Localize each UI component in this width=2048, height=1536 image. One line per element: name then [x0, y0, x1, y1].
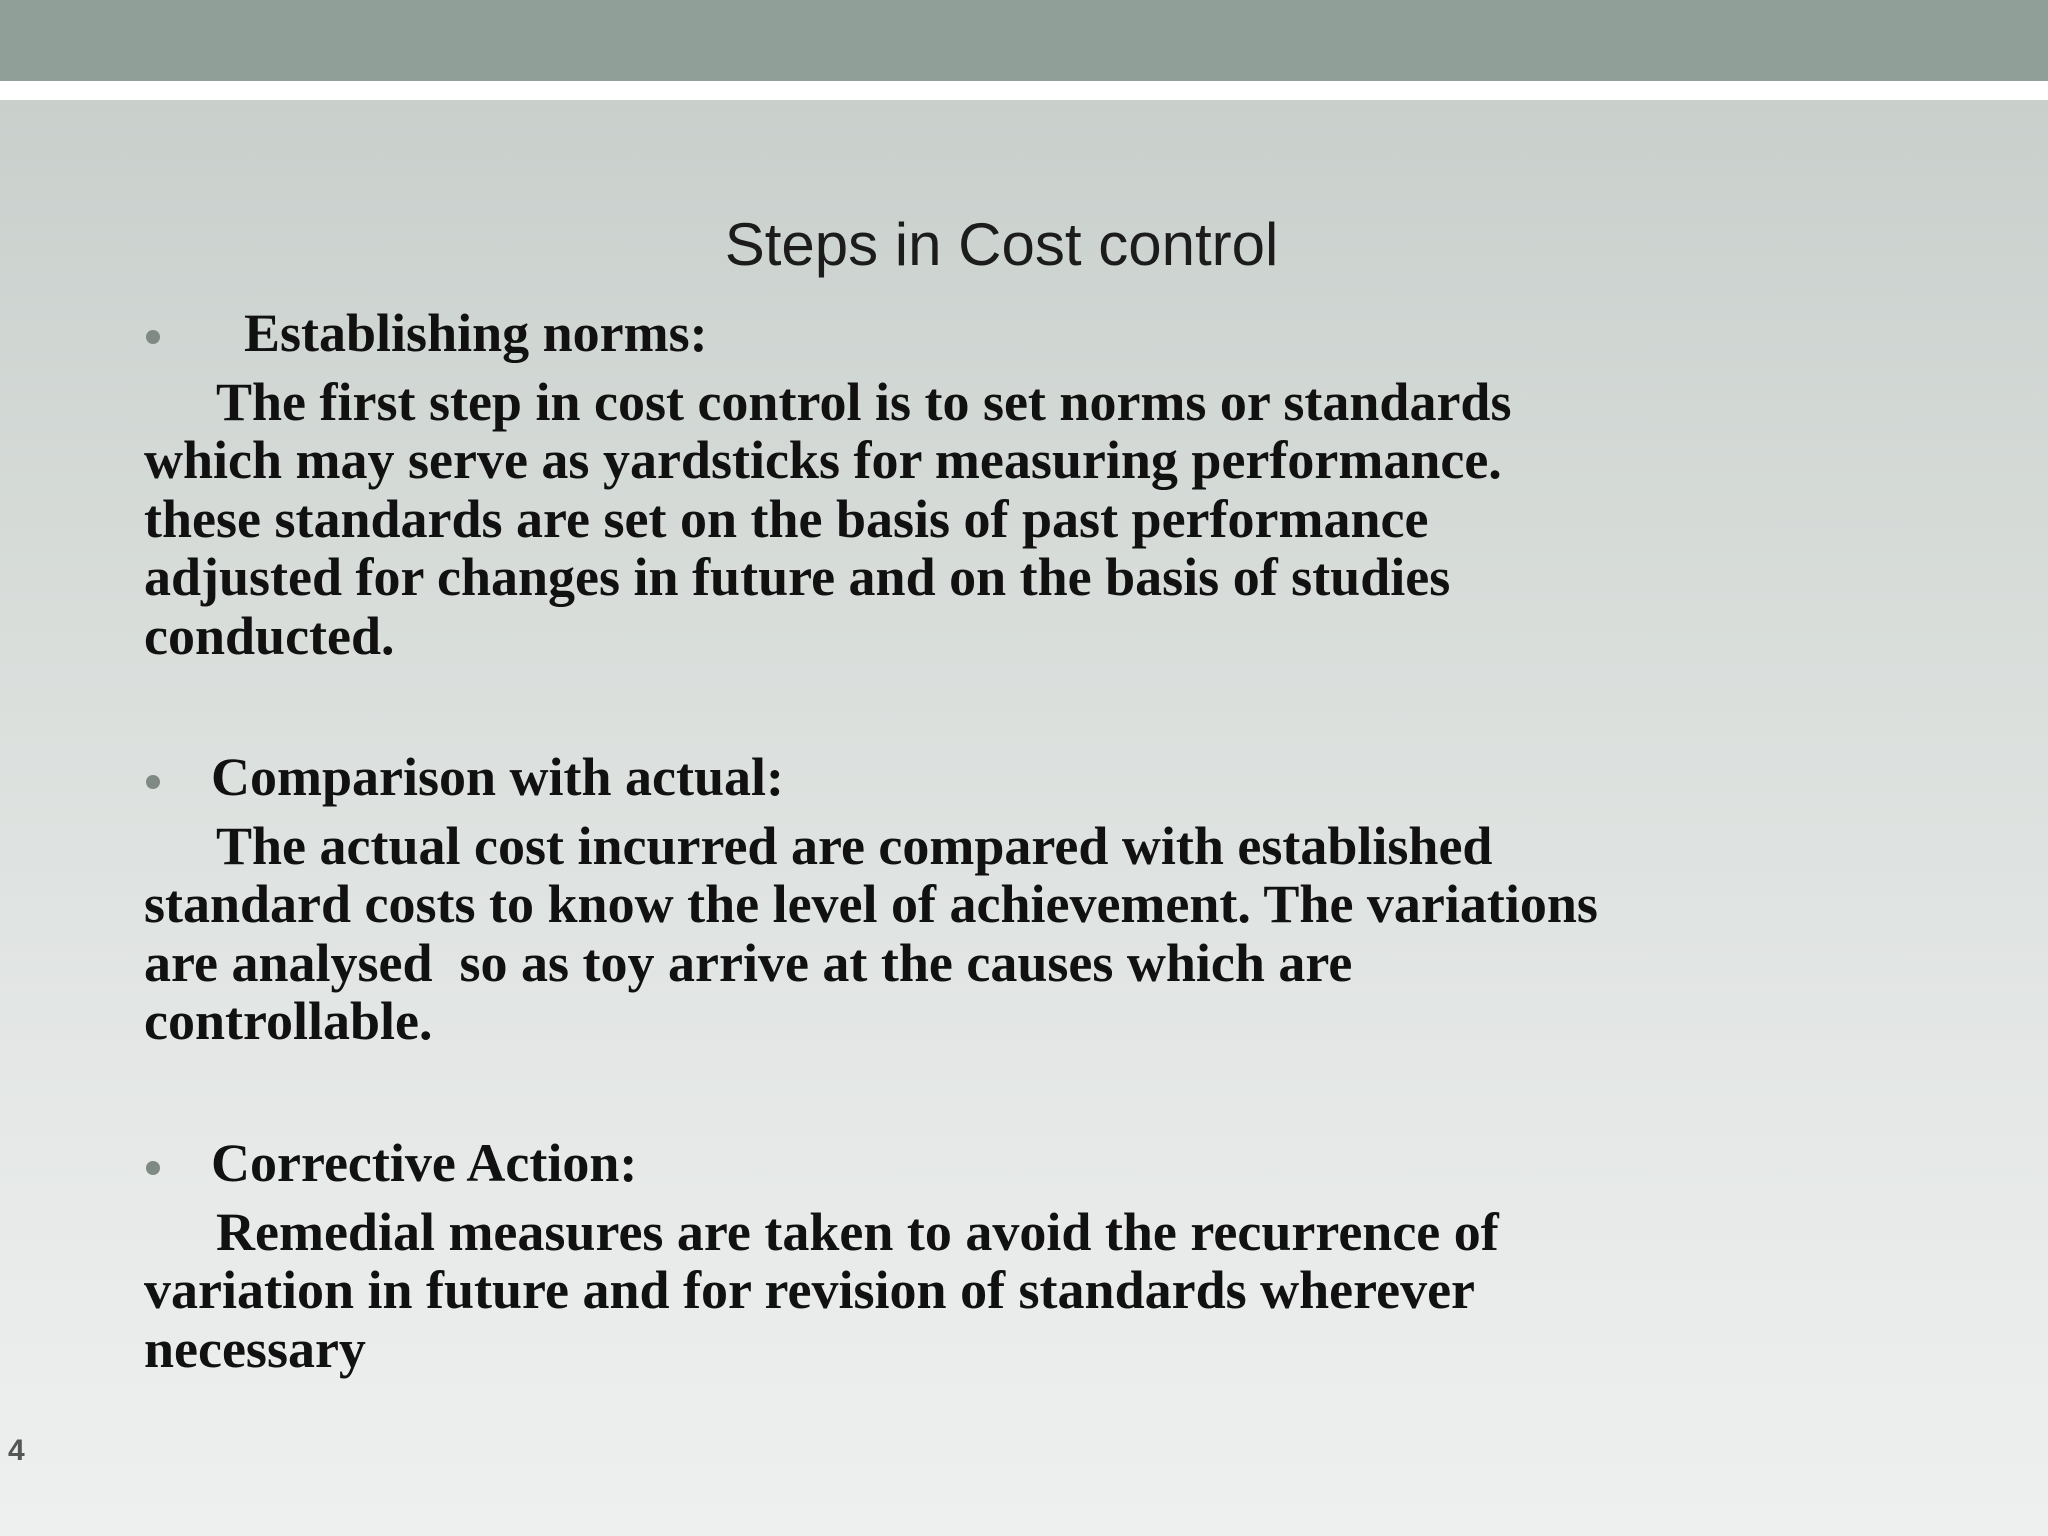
item-heading-comparison-with-actual: Comparison with actual:: [211, 747, 785, 807]
header-divider: [0, 81, 2048, 100]
bullet-icon: [146, 775, 160, 789]
item-body-line: controllable.: [144, 991, 433, 1051]
item-body-line: these standards are set on the basis of past performance: [144, 489, 1429, 549]
slide-number: 4: [8, 1434, 25, 1467]
item-body-line: Remedial measures are taken to avoid the recurrence of: [216, 1202, 1499, 1262]
item-body-line: The actual cost incurred are compared with established: [216, 816, 1493, 876]
item-body-line: The first step in cost control is to set norms or standards: [216, 372, 1512, 432]
bullet-icon: [146, 1161, 160, 1175]
item-body-line: variation in future and for revision of standards wherever: [144, 1260, 1476, 1320]
bullet-icon: [146, 330, 160, 344]
item-body-line: adjusted for changes in future and on the basis of studies: [144, 547, 1451, 607]
item-heading-establishing-norms: Establishing norms:: [244, 303, 708, 363]
item-heading-corrective-action: Corrective Action:: [211, 1133, 638, 1193]
item-body-line: standard costs to know the level of achievement. The variations: [144, 874, 1598, 934]
header-band: [0, 0, 2048, 81]
item-body-line: are analysed so as toy arrive at the causes which are: [144, 933, 1353, 993]
item-body-line: which may serve as yardsticks for measuring performance.: [144, 430, 1502, 490]
slide-title: Steps in Cost control: [724, 211, 1279, 278]
item-body-line: conducted.: [144, 606, 395, 666]
item-body-line: necessary: [144, 1319, 366, 1379]
